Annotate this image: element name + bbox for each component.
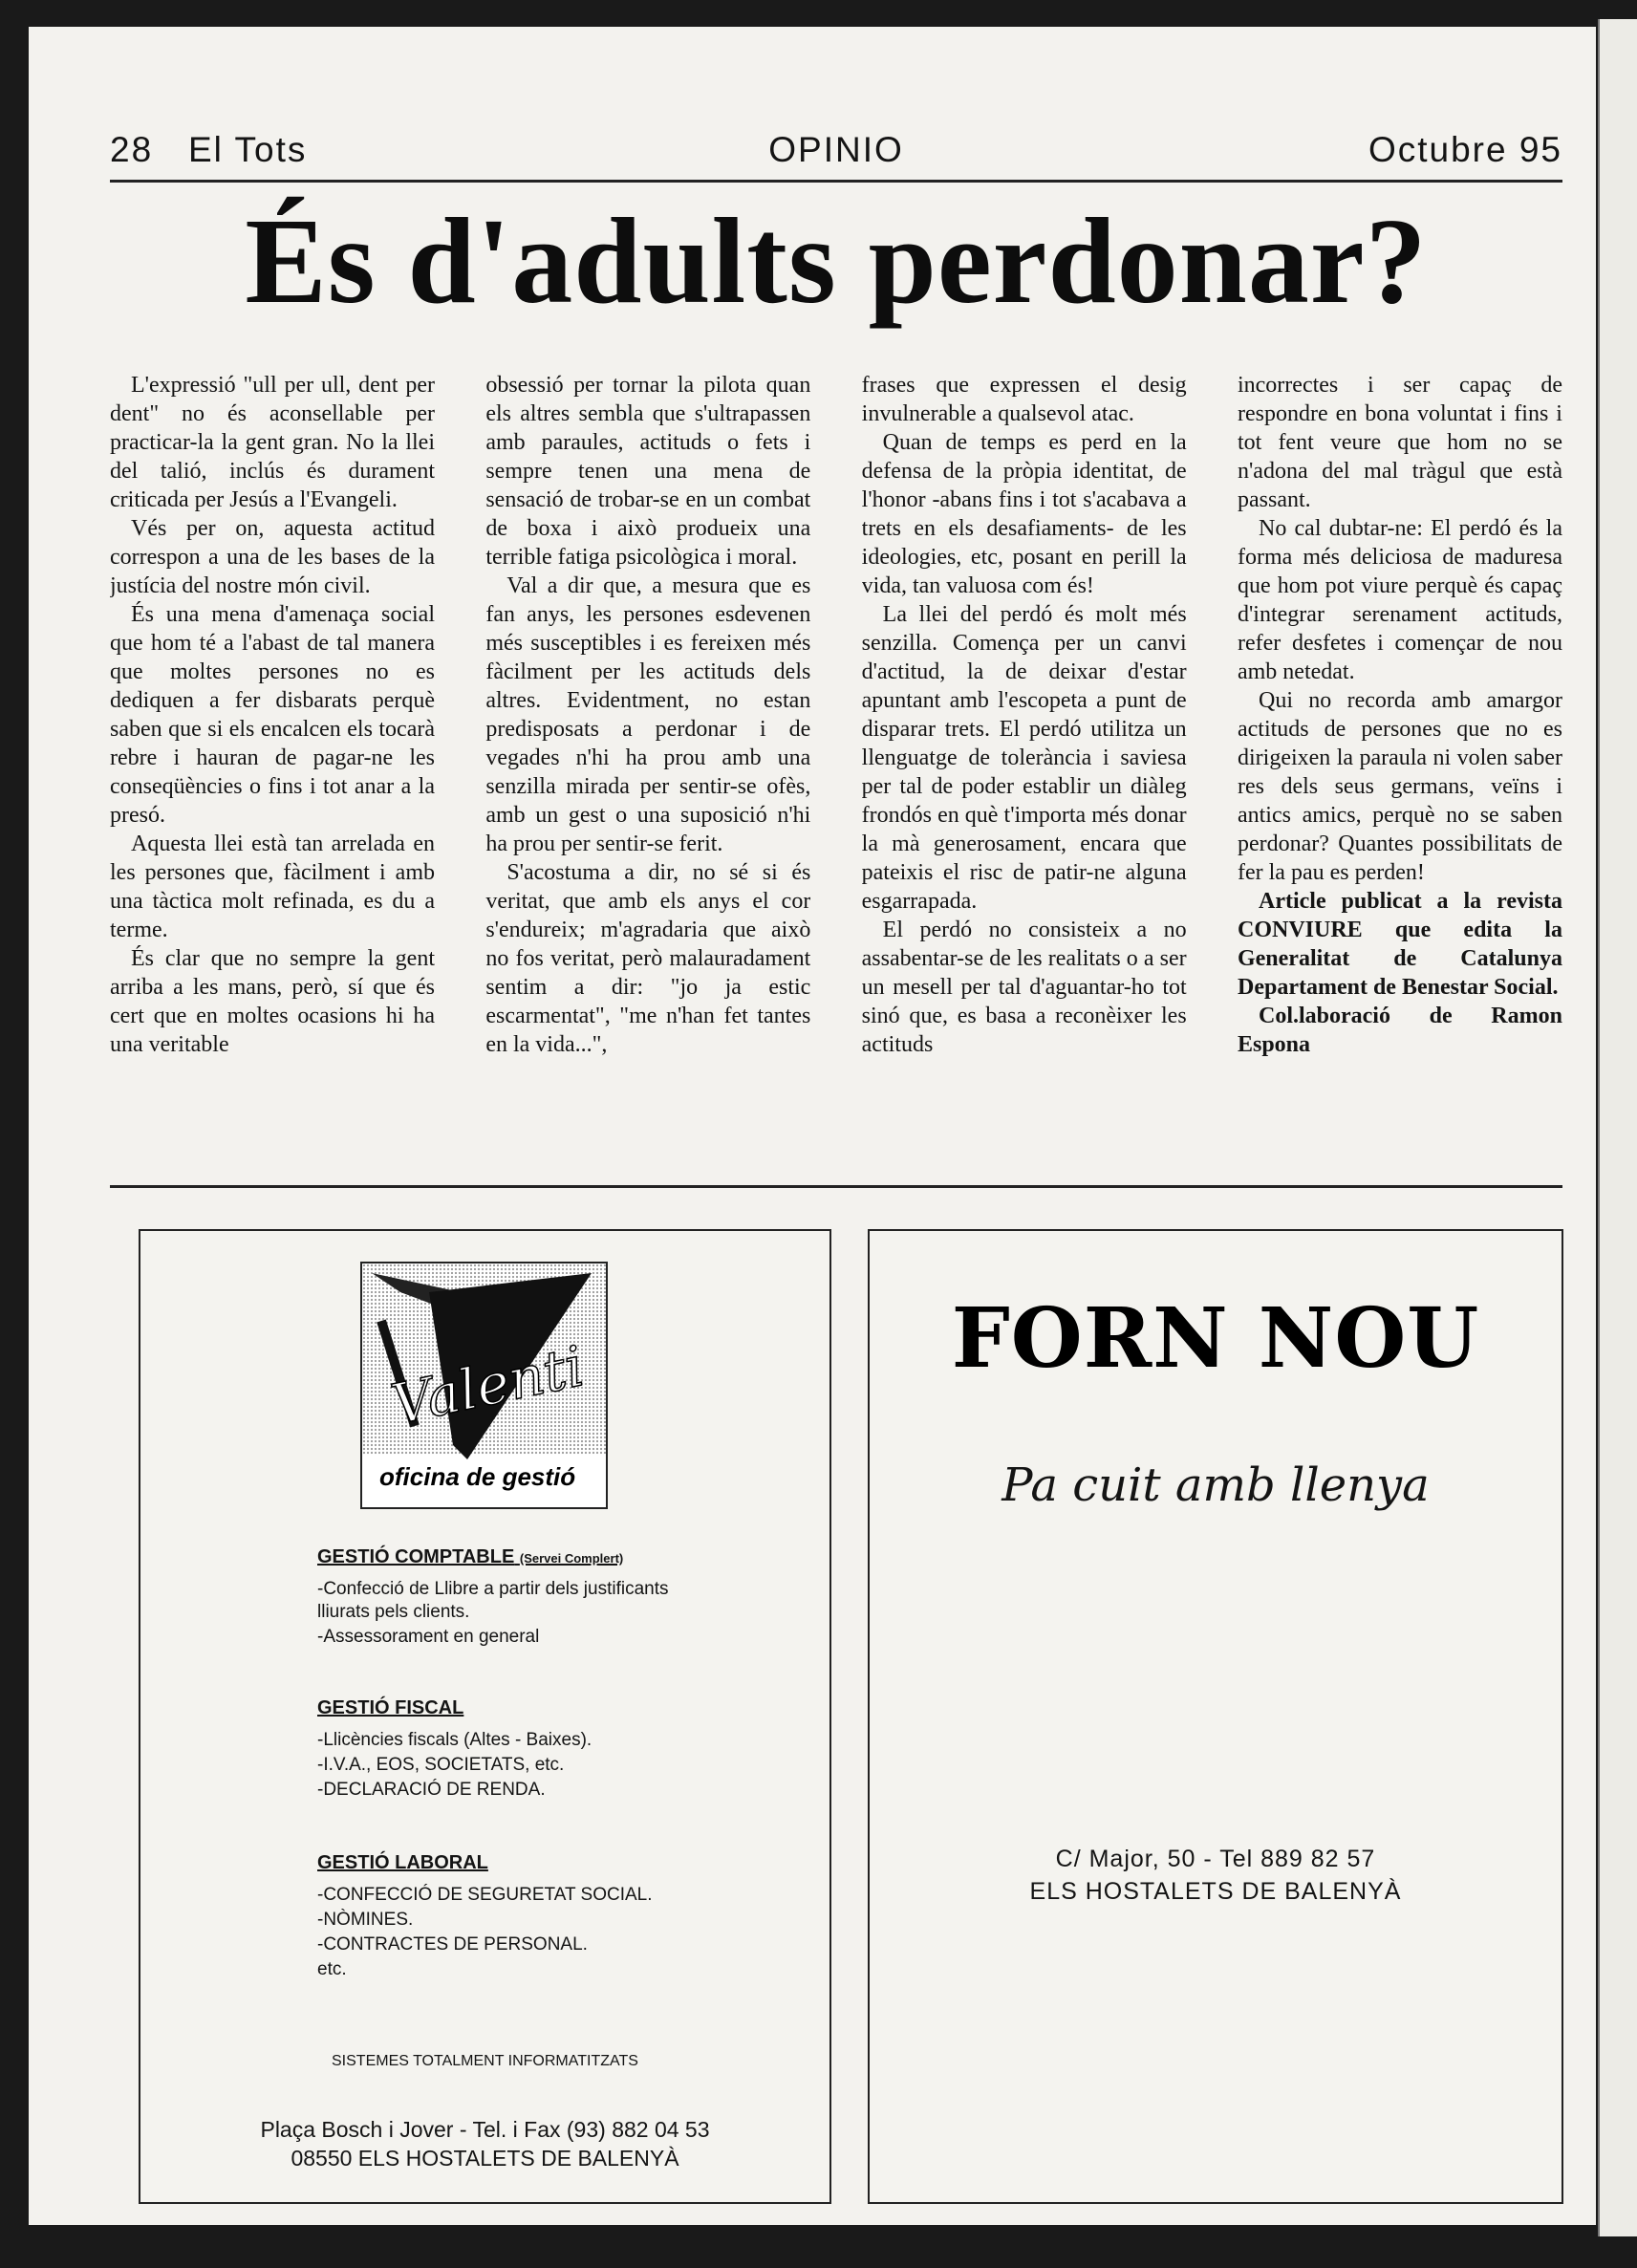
paragraph: El perdó no consisteix a no assabentar-se de les realitats o a ser un mesell per tal d'aguantar-ho tot sinó que, es basa a reconèixer les actituds [861, 918, 1187, 1057]
advert-address [140, 2115, 829, 2172]
article-column-2 [485, 371, 810, 1155]
systems-note: SISTEMES TOTALMENT INFORMATITZATS [332, 2053, 638, 2069]
list-item: -Llicències fiscals (Altes - Baixes). [317, 1730, 592, 1750]
magazine-page [29, 27, 1596, 2225]
address-line: Plaça Bosch i Jover - Tel. i Fax (93) 882 04 53 [260, 2117, 710, 2142]
issue-date: Octubre 95 [1368, 130, 1562, 169]
page-number-and-title: 28 El Tots [110, 130, 308, 169]
advert-valenti [139, 1229, 831, 2204]
address-line: ELS HOSTALETS DE BALENYÀ [1029, 1878, 1402, 1905]
service-section-labour [317, 1852, 700, 1983]
list-item: -CONFECCIÓ DE SEGURETAT SOCIAL. [317, 1885, 653, 1905]
paragraph: És clar que no sempre la gent arriba a les mans, però, sí que és cert que en moltes ocasions hi ha una veritable [110, 946, 435, 1057]
list-item: -Confecció de Llibre a partir dels justificants lliurats pels clients. [317, 1579, 669, 1622]
article-collaboration: Col.laboració de Ramon Espona [1237, 1004, 1562, 1057]
service-section-accounting [317, 1546, 700, 1651]
address-line: C/ Major, 50 - Tel 889 82 57 [1055, 1846, 1376, 1872]
next-page-edge [1598, 19, 1637, 2236]
valenti-logo [360, 1262, 608, 1509]
section-divider [110, 1185, 1562, 1188]
logo-script: Valenti [385, 1333, 590, 1437]
address-line: 08550 ELS HOSTALETS DE BALENYÀ [291, 2146, 679, 2171]
paragraph: incorrectes i ser capaç de respondre en bona voluntat i fins i tot fent veure que hom no se n'adona del mal tràgul que està passant. [1237, 373, 1562, 512]
logo-caption: oficina de gestió [379, 1462, 576, 1491]
list-item: -Assessorament en general [317, 1627, 540, 1647]
paragraph: frases que expressen el desig invulnerable a qualsevol atac. [861, 373, 1187, 426]
paragraph: Aquesta llei està tan arrelada en les persones que, fàcilment i amb una tàctica molt refinada, es du a terme. [110, 832, 435, 942]
paragraph: Qui no recorda amb amargor actituds de persones que no es dirigeixen la paraula ni volen saber res dels seus germans, veïns i antics amics, perquè no se saben perdonar? Quantes possibilitats de fer la pau es perden! [1237, 688, 1562, 885]
list-item: -DECLARACIÓ DE RENDA. [317, 1780, 546, 1800]
list-item: -CONTRACTES DE PERSONAL. [317, 1934, 588, 1955]
section-heading-text: GESTIÓ COMPTABLE [317, 1546, 515, 1567]
paragraph: Val a dir que, a mesura que es fan anys, les persones esdevenen més susceptibles i es fereixen més fàcilment per les actituds dels altres. Evidentment, no estan predisposats a perdonar i de vegades n'hi ha prou amb una senzilla mirada per sentir-se ofès, amb un gest o una suposició n'hi ha prou per sentir-se ferit. [485, 573, 811, 856]
page-header [110, 103, 1562, 183]
paragraph: La llei del perdó és molt més senzilla. Comença per un canvi d'actitud, la de deixar d'estar apuntant amb l'escopeta a punt de disparar trets. El perdó utilitza un llenguatge de tolerància i saviesa per tal de poder establir un diàleg frondós en què t'importa més donar la mà generosament, encara que pateixis el risc de patir-ne alguna esgarrapada. [861, 602, 1187, 914]
list-item: -I.V.A., EOS, SOCIETATS, etc. [317, 1755, 565, 1775]
article-credit: Article publicat a la revista CONVIURE que edita la Generalitat de Catalunya Departament de Benestar Social. [1237, 889, 1562, 1000]
advert-address [870, 1843, 1562, 1908]
list-item: -NÒMINES. [317, 1910, 414, 1930]
paragraph: L'expressió "ull per ull, dent per dent" no és aconsellable per practicar-la la gent gran. No la llei del talió, inclús és durament criticada per Jesús a l'Evangeli. [110, 373, 435, 512]
paragraph: És una mena d'amenaça social que hom té a l'abast de tal manera que moltes persones no es dediquen a fer disbarats perquè saben que si els encalcen els tocarà rebre i hauran de pagar-ne les conseqüències o fins i tot anar a la presó. [110, 602, 435, 828]
paragraph: No cal dubtar-ne: El perdó és la forma més deliciosa de maduresa que hom pot viure perquè és capaç d'integrar serenament actituds, refer desfetes i començar de nou amb netedat. [1237, 516, 1562, 684]
advert-forn-nou [868, 1229, 1563, 2204]
service-list [317, 1884, 700, 1981]
article-body [110, 371, 1562, 1155]
service-list [317, 1578, 700, 1649]
bakery-slogan: Pa cuit amb llenya [1002, 1458, 1430, 1512]
article-column-1 [110, 371, 435, 1155]
paragraph: obsessió per tornar la pilota quan els altres sembla que s'ultrapassen amb paraules, actituds o fets i sempre tenen una mena de sensació de trobar-se en un combat de boxa i això produeix una terrible fatiga psicològica i moral. [485, 373, 811, 570]
article-headline: És d'adults perdonar? [245, 193, 1428, 329]
service-section-fiscal [317, 1697, 700, 1804]
section-heading: GESTIÓ LABORAL [317, 1852, 488, 1873]
bakery-name: FORN NOU [951, 1290, 1480, 1387]
article-column-3 [862, 371, 1187, 1155]
article-column-4 [1238, 371, 1562, 1155]
list-item: etc. [317, 1959, 347, 1979]
service-list [317, 1729, 700, 1802]
section-title: OPINIO [768, 130, 904, 169]
paragraph: Vés per on, aquesta actitud correspon a una de les bases de la justícia del nostre món civil. [110, 516, 435, 598]
paragraph: S'acostuma a dir, no sé si és veritat, que amb els anys el cor s'endureix; m'agradaria que això no fos veritat, però malauradament sentim a dir: "jo ja estic escarmentat", "me n'han fet tantes en la vida...", [485, 860, 811, 1057]
section-heading: GESTIÓ FISCAL [317, 1697, 464, 1718]
section-heading [317, 1546, 700, 1568]
paragraph: Quan de temps es perd en la defensa de la pròpia identitat, de l'honor -abans fins i tot s'acabava a trets en els desafiaments- de les ideologies, etc, posant en perill la vida, tan valuosa com és! [861, 430, 1187, 598]
section-heading-note: (Servei Complert) [519, 1551, 624, 1566]
